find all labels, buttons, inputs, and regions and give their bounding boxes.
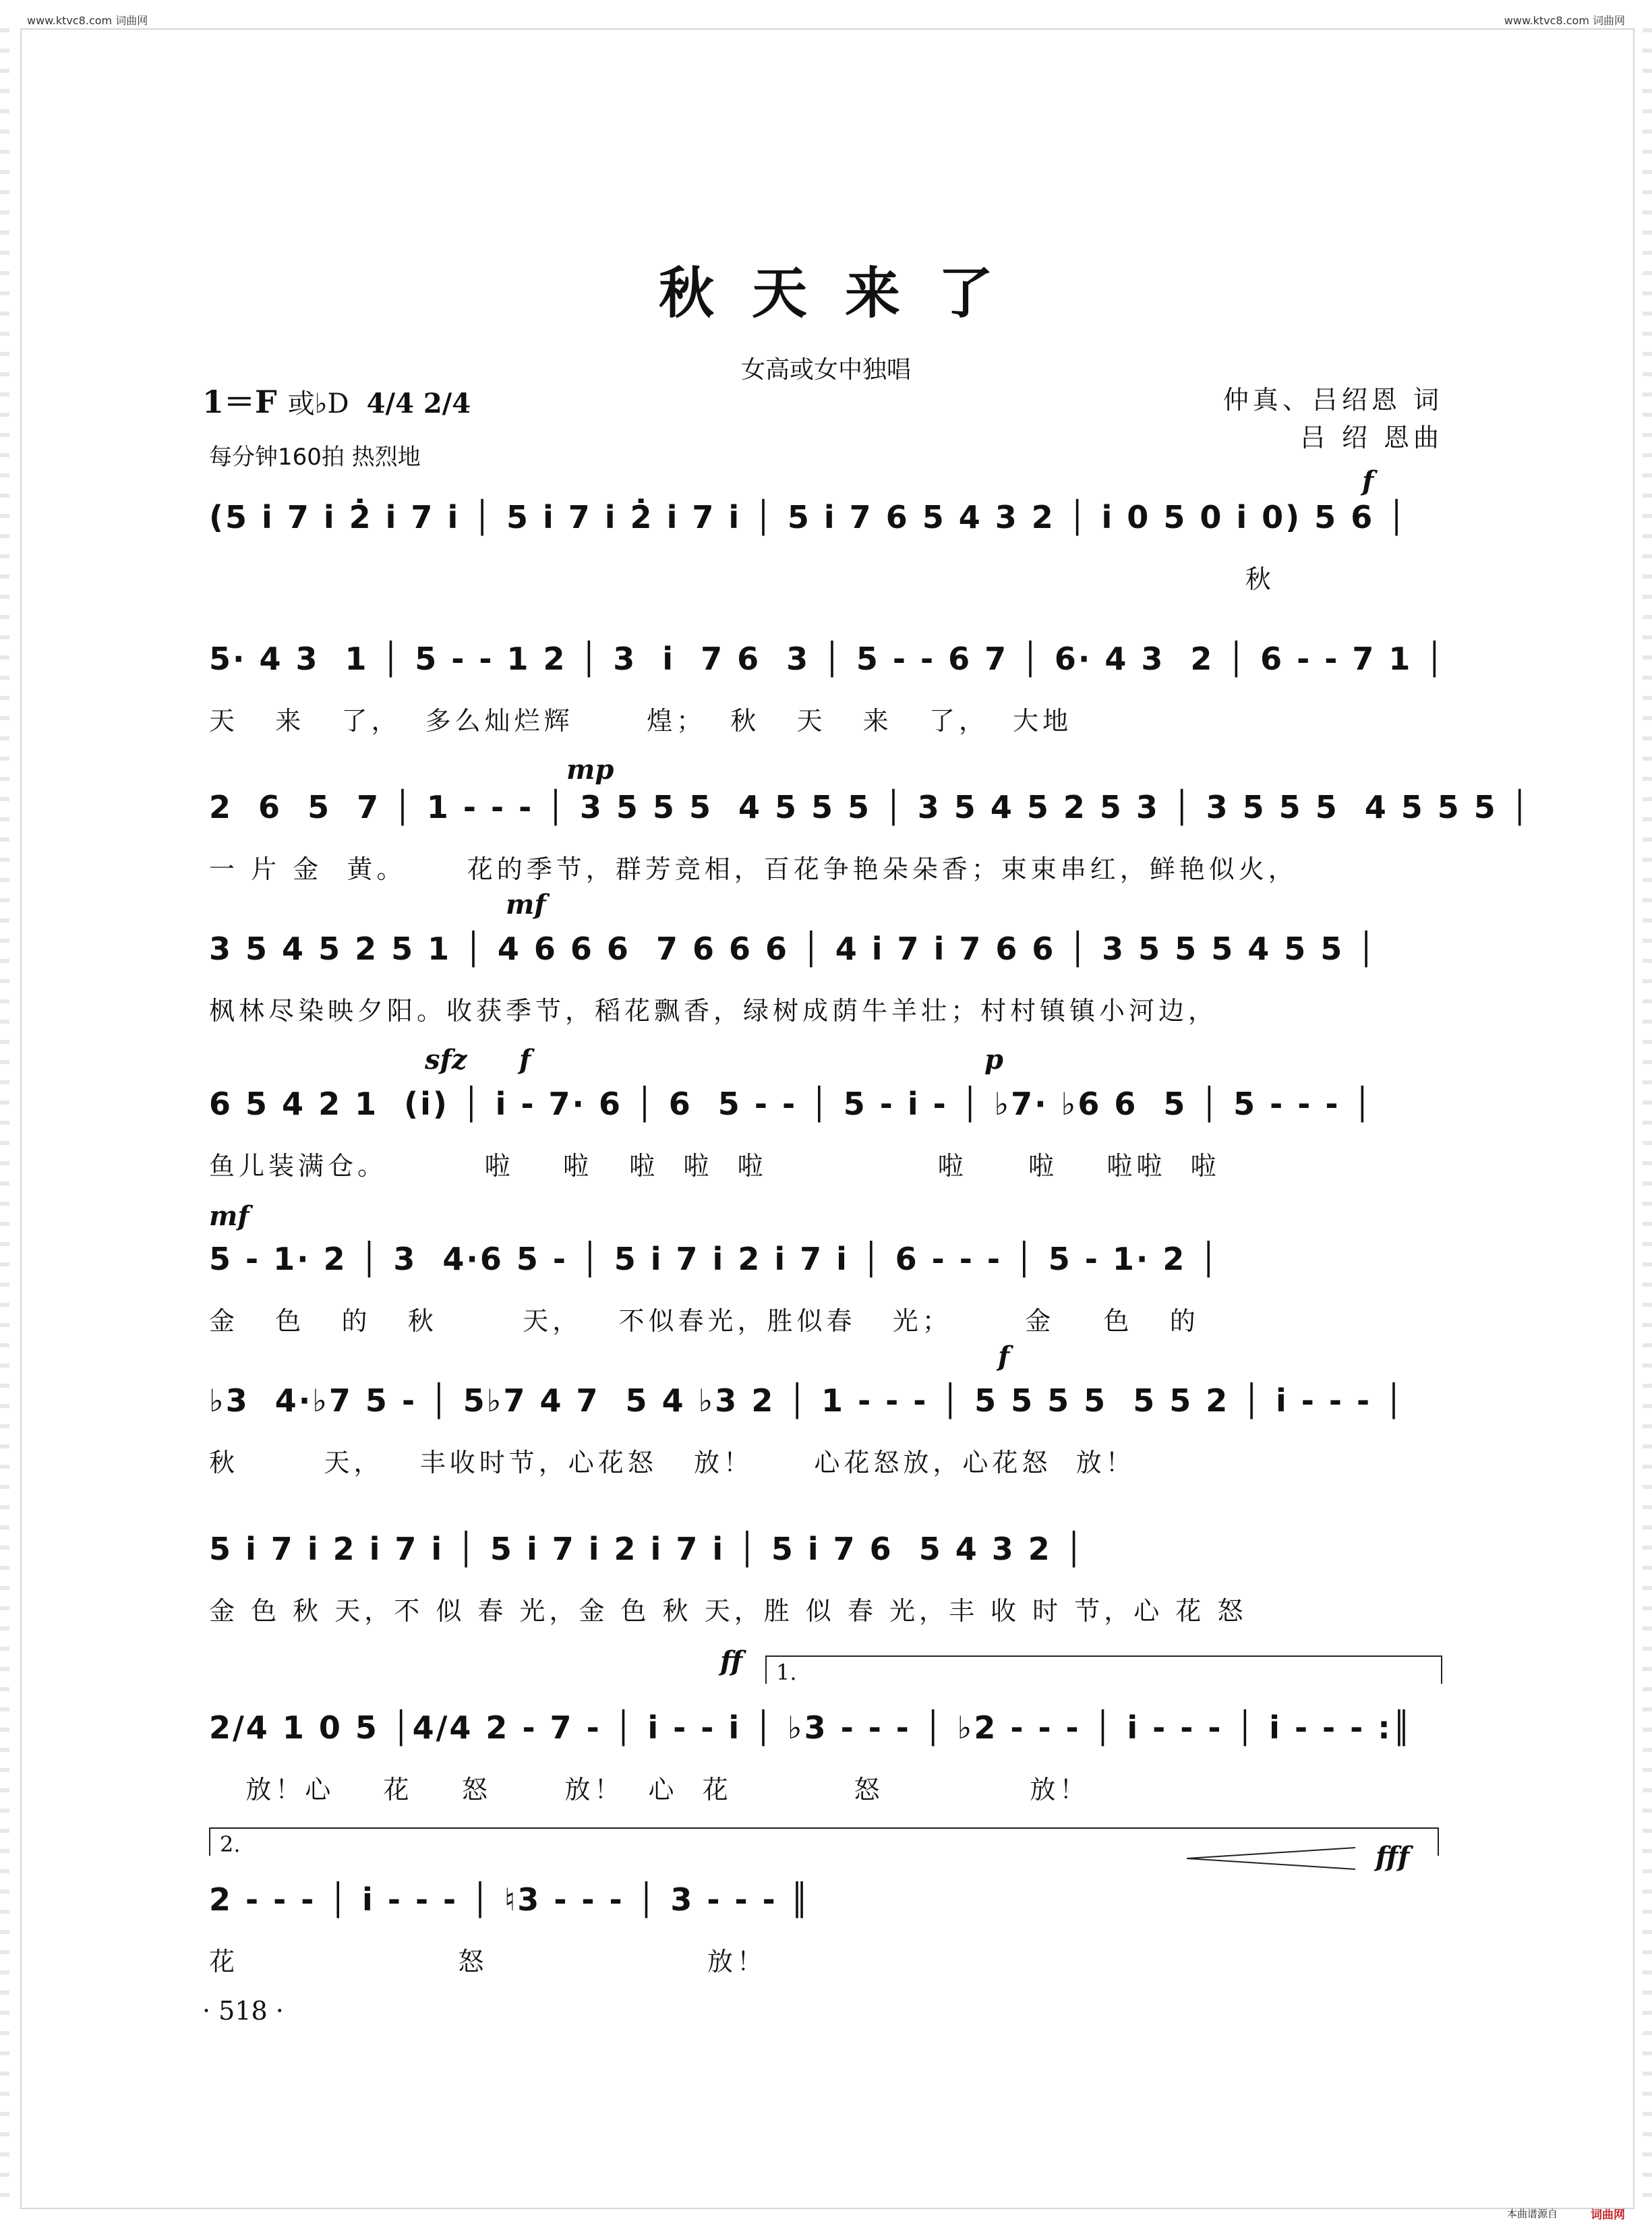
site-logo[interactable]: 词曲网: [1591, 2208, 1625, 2222]
dynamic-mark: sfz: [425, 1044, 467, 1076]
lyric-line: 放！心 花 怒 放！ 心 花 怒 放！: [209, 1775, 1090, 1804]
key-alt: 或♭D: [287, 388, 349, 419]
dynamic-mark: f: [519, 1044, 531, 1076]
key-signature: [202, 378, 471, 422]
lyric-line: 金 色 的 秋 天， 不似春光，胜似春 光； 金 色 的: [209, 1306, 1200, 1336]
notation-line: 2/4 1 0 5 │4/4 2 - 7 - │ i - - i │ ♭3 - - - │ ♭2 - - - │ i - - - │ i - - - :║: [209, 1709, 1413, 1746]
first-ending-bracket: [765, 1655, 1442, 1684]
site-link-right[interactable]: www.ktvc8.com 词曲网: [1504, 14, 1625, 27]
dynamic-mark: mf: [506, 889, 546, 920]
lyric-line: 花 怒 放！: [209, 1947, 767, 1976]
song-title: 秋天来了: [658, 261, 1031, 326]
time-signature: 4/4 2/4: [366, 388, 471, 419]
notation-line: 6 5 4 2 1 (i) │ i - 7· 6 │ 6 5 - - │ 5 - i - │ ♭7· ♭6 6 5 │ 5 - - - │: [209, 1086, 1374, 1122]
credits: [1223, 381, 1443, 457]
composer-credit: 吕 绍 恩曲: [1299, 423, 1443, 452]
notation-line: 5 i 7 i 2 i 7 i │ 5 i 7 i 2 i 7 i │ 5 i 7 6 5 4 3 2 │: [209, 1531, 1086, 1567]
notation-line: 5· 4 3 1 │ 5 - - 1 2 │ 3 i 7 6 3 │ 5 - - 6 7 │ 6· 4 3 2 │ 6 - - 7 1 │: [209, 641, 1446, 677]
lyric-line: 枫林尽染映夕阳。收获季节，稻花飘香，绿树成荫牛羊壮；村村镇镇小河边，: [209, 996, 1218, 1026]
notation-line: 2 6 5 7 │ 1 - - - │ 3 5 5 5 4 5 5 5 │ 3 5 4 5 2 5 3 │ 3 5 5 5 4 5 5 5 │: [209, 789, 1531, 825]
source-note: 本曲谱源自: [1506, 2208, 1558, 2220]
tempo-marking: 每分钟160拍 热烈地: [209, 444, 421, 471]
notation-line: 2 - - - │ i - - - │ ♮3 - - - │ 3 - - - ║: [209, 1881, 811, 1918]
notation-line: (5 i 7 i 2̇ i 7 i │ 5 i 7 i 2̇ i 7 i │ 5 i 7 6 5 4 3 2 │ i 0 5 0 i 0) 5 6 │: [209, 499, 1408, 535]
lyricist-credit: 仲真、吕绍恩 词: [1222, 385, 1443, 415]
notation-line: ♭3 4·♭7 5 - │ 5♭7 4 7 5 4 ♭3 2 │ 1 - - - │ 5 5 5 5 5 5 2 │ i - - - │: [209, 1382, 1405, 1419]
key-main: 1＝F: [202, 384, 277, 420]
crescendo-hairpin: [1187, 1845, 1362, 1872]
lyric-line: 鱼儿装满仓。 啦 啦 啦 啦 啦 啦 啦 啦啦 啦: [209, 1151, 1220, 1181]
dynamic-mark: f: [1362, 465, 1374, 497]
dynamic-mark: fff: [1376, 1841, 1410, 1873]
lyric-line: 秋 天， 丰收时节，心花怒 放！ 心花怒放，心花怒 放！: [209, 1448, 1135, 1477]
lyric-line: 秋: [209, 564, 1275, 594]
second-ending-label: 2.: [220, 1831, 241, 1857]
dynamic-mark: ff: [720, 1645, 743, 1677]
lyric-line: 天 来 了， 多么灿烂辉 煌； 秋 天 来 了， 大地: [209, 706, 1073, 736]
dynamic-mark: p: [984, 1044, 1003, 1076]
page-number: · 518 ·: [202, 1996, 284, 2026]
lyric-line: 一 片 金 黄。 花的季节，群芳竞相，百花争艳朵朵香；束束串红，鲜艳似火，: [209, 854, 1298, 884]
site-link-left[interactable]: www.ktvc8.com 词曲网: [27, 14, 148, 27]
first-ending-label: 1.: [776, 1660, 797, 1685]
notation-line: 3 5 4 5 2 5 1 │ 4 6 6 6 7 6 6 6 │ 4 i 7 i 7 6 6 │ 3 5 5 5 4 5 5 │: [209, 931, 1378, 967]
lyric-line: 金 色 秋 天，不 似 春 光，金 色 秋 天，胜 似 春 光，丰 收 时 节，心 花 怒: [209, 1596, 1247, 1626]
notation-line: 5 - 1· 2 │ 3 4·6 5 - │ 5 i 7 i 2 i 7 i │ 6 - - - │ 5 - 1· 2 │: [209, 1241, 1220, 1277]
song-subtitle: 女高或女中独唱: [740, 356, 911, 384]
dynamic-mark: mp: [566, 754, 614, 786]
dynamic-mark: mf: [209, 1200, 249, 1232]
dynamic-mark: f: [998, 1341, 1010, 1372]
